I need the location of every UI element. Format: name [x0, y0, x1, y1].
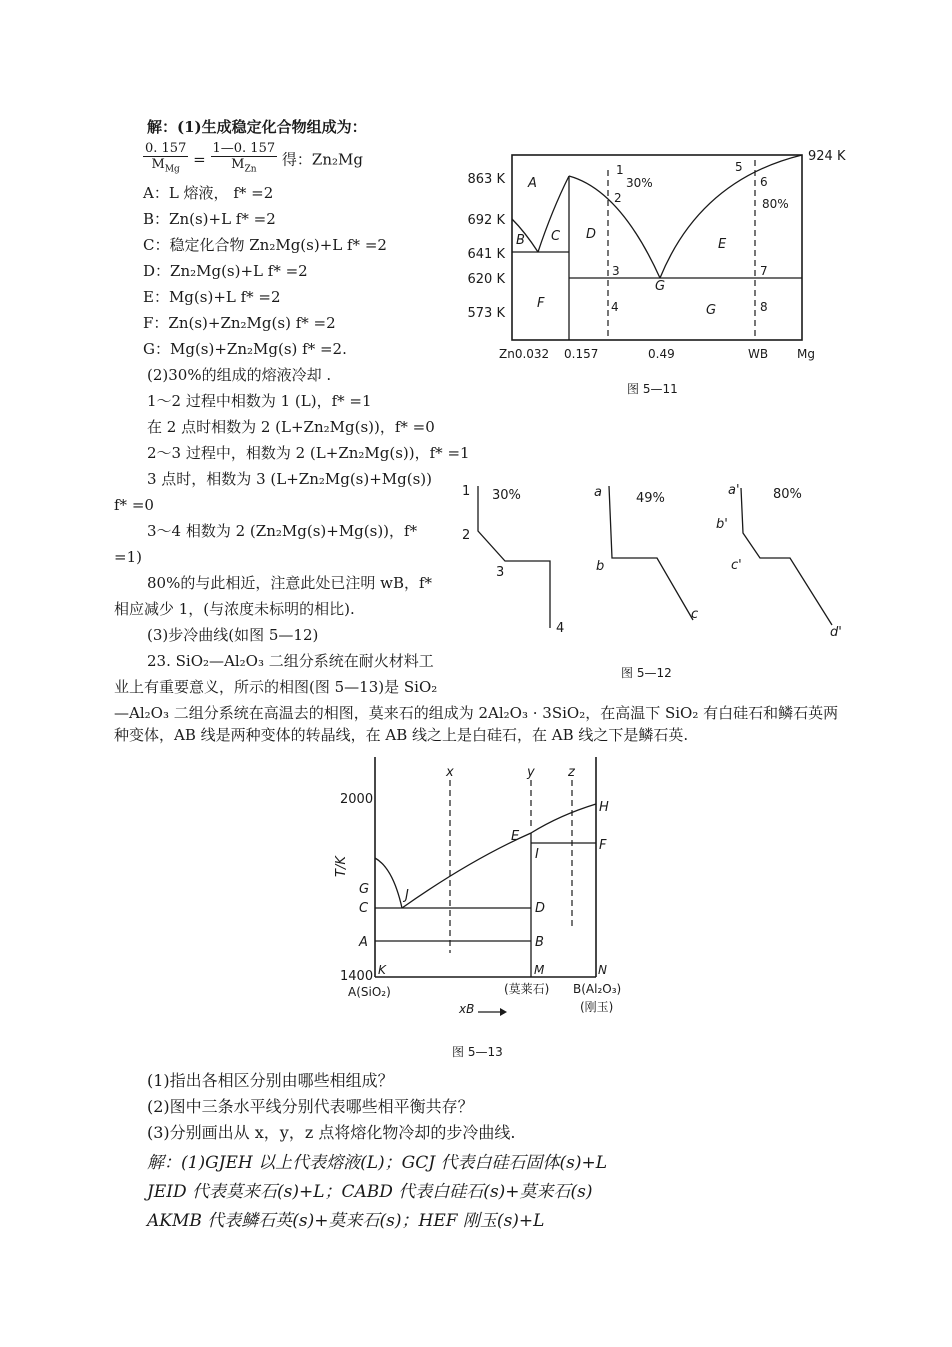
step-3-4-dof: =1)	[114, 548, 142, 566]
point-7: 7	[760, 264, 768, 278]
caption-5-11: 图 5—11	[627, 382, 678, 396]
label-924: 924 K	[808, 149, 846, 164]
point-label-g: G	[655, 279, 666, 294]
c2-label-c: c	[691, 607, 699, 622]
x-label-0157: 0.157	[564, 347, 599, 361]
answer-2: JEID 代表莫来石(s)+L；CABD 代表白硅石(s)+莫来石(s)	[147, 1182, 593, 1202]
q-3: (3)分别画出从 x，y，z 点将熔化物冷却的步冷曲线.	[147, 1123, 516, 1142]
question-23: 23. SiO₂—Al₂O₃ 二组分系统在耐火材料工	[147, 652, 434, 670]
question-23-full: —Al₂O₃ 二组分系统在高温去的相图，莫来石的组成为 2Al₂O₃ · 3SiO₂，在高温下 SiO₂ 有白硅石和鳞石英两种变体，AB 线是两种变体的转晶线，在 AB 线之上是白硅石，在 AB 线之下是鳞石英.	[114, 704, 839, 744]
step-3-4: 3～4 相数为 2 (Zn₂Mg(s)+Mg(s))，f*	[147, 522, 418, 540]
question-23-cont: 业上有重要意义，所示的相图(图 5—13)是 SiO₂	[114, 678, 438, 696]
region-label-b: B	[516, 233, 525, 248]
pt-a: A	[359, 935, 368, 950]
pt-m: M	[534, 963, 545, 977]
dashed-z: z	[568, 765, 575, 780]
label-641: 641 K	[467, 247, 505, 262]
point-8: 8	[760, 300, 768, 314]
q-1: (1)指出各相区分别由哪些相组成？	[147, 1071, 394, 1090]
region-a: A：L 熔液， f* =2	[143, 184, 274, 202]
fraction-1: $\frac{0. 157}{M_{Mg}}$	[145, 141, 187, 175]
point-1: 1	[616, 163, 624, 177]
region-label-c: C	[551, 229, 561, 244]
region-c: C：稳定化合物 Zn₂Mg(s)+L f* =2	[143, 236, 387, 254]
pt-f: F	[599, 838, 607, 853]
region-label-f: F	[537, 296, 545, 311]
label-692: 692 K	[467, 213, 505, 228]
pt-g: G	[359, 882, 370, 897]
c3-label-b: b'	[716, 517, 728, 532]
x-left: A(SiO₂)	[348, 985, 391, 999]
c2-label-b: b	[596, 559, 605, 574]
pt-d: D	[535, 901, 546, 916]
x-axis-label: xB	[459, 1002, 475, 1016]
x-right: B(Al₂O₃)	[573, 982, 622, 996]
pct-80: 80%	[762, 197, 789, 211]
point-5: 5	[735, 160, 743, 174]
point-3-dof: f* =0	[114, 496, 154, 514]
region-f: F：Zn(s)+Zn₂Mg(s) f* =2	[143, 314, 336, 332]
region-label-e: E	[718, 237, 727, 252]
c1-label-1: 1	[462, 484, 471, 499]
c1-pct: 30%	[492, 488, 521, 503]
pt-c: C	[359, 901, 369, 916]
x-mid: (莫莱石)	[504, 982, 550, 996]
x-label-049: 0.49	[648, 347, 675, 361]
q-2: (2)图中三条水平线分别代表哪些相平衡共存？	[147, 1097, 474, 1116]
tick-2000: 2000	[340, 792, 374, 807]
pt-k: K	[378, 963, 386, 977]
step-2-3: 2～3 过程中，相数为 2 (L+Zn₂Mg(s))，f* =1	[147, 444, 470, 462]
point-3: 3	[612, 264, 620, 278]
note-80-cont: 相应减少 1，(与浓度未标明的相比).	[114, 600, 355, 618]
c3-pct: 80%	[773, 487, 802, 502]
dashed-y: y	[527, 765, 535, 780]
dashed-x: x	[446, 765, 454, 780]
label-620: 620 K	[467, 272, 505, 287]
region-b: B：Zn(s)+L f* =2	[143, 210, 276, 228]
answer-1: 解：(1)GJEH 以上代表熔液(L)；GCJ 代表白硅石固体(s)+L	[147, 1153, 607, 1173]
x-label-zn: Zn0.032	[499, 347, 550, 361]
pt-j: J	[405, 888, 409, 903]
pt-h: H	[599, 800, 609, 815]
x-right-2: (刚玉)	[580, 1000, 614, 1014]
tick-1400: 1400	[340, 969, 374, 984]
c3-label-a: a'	[728, 483, 740, 498]
point-6: 6	[760, 175, 768, 189]
x-label-mg: Mg	[797, 347, 815, 361]
region-g: G：Mg(s)+Zn₂Mg(s) f* =2.	[143, 340, 347, 358]
answer-3: AKMB 代表鳞石英(s)+莫来石(s)；HEF 刚玉(s)+L	[147, 1211, 545, 1231]
caption-5-13: 图 5—13	[452, 1045, 503, 1059]
part-3-heading: (3)步冷曲线(如图 5—12)	[147, 626, 319, 644]
label-863: 863 K	[467, 172, 505, 187]
label-573: 573 K	[467, 306, 505, 321]
region-label-a: A	[528, 176, 537, 191]
pt-n: N	[598, 963, 607, 977]
point-2: 2	[614, 191, 622, 205]
point-3: 3 点时，相数为 3 (L+Zn₂Mg(s)+Mg(s))	[147, 470, 433, 488]
c3-label-c: c'	[731, 558, 742, 573]
fraction-equation: $\frac{0. 157}{M_{Mg}}$ = $\frac{1—0. 157}{M_{Zn}}$ 得：Zn₂Mg	[143, 141, 363, 178]
c1-label-4: 4	[556, 621, 565, 636]
region-e: E：Mg(s)+L f* =2	[143, 288, 281, 306]
c1-label-2: 2	[462, 528, 471, 543]
caption-5-12: 图 5—12	[621, 666, 672, 680]
c2-pct: 49%	[636, 491, 665, 506]
x-label-wb: WB	[748, 347, 769, 361]
part-2-heading: (2)30%的组成的熔液冷却 .	[147, 366, 332, 384]
pct-30: 30%	[626, 176, 653, 190]
fraction-2: $\frac{1—0. 157}{M_{Zn}}$	[212, 141, 276, 175]
region-label-g: G	[706, 303, 717, 318]
answer-heading: 解：(1)生成稳定化合物组成为：	[147, 118, 367, 136]
y-axis-label: T/K	[334, 856, 349, 877]
c2-label-a: a	[594, 485, 602, 500]
note-80: 80%的与此相近，注意此处已注明 wB，f*	[147, 574, 433, 592]
c1-label-3: 3	[496, 565, 505, 580]
point-2: 在 2 点时相数为 2 (L+Zn₂Mg(s))，f* =0	[147, 418, 435, 436]
c3-label-d: d'	[830, 625, 842, 640]
region-d: D：Zn₂Mg(s)+L f* =2	[143, 262, 308, 280]
pt-b: B	[535, 935, 544, 950]
step-1-2: 1～2 过程中相数为 1 (L)，f* =1	[147, 392, 372, 410]
pt-i: I	[535, 847, 539, 862]
point-4: 4	[611, 300, 619, 314]
pt-e: E	[511, 829, 520, 844]
region-label-d: D	[586, 227, 597, 242]
